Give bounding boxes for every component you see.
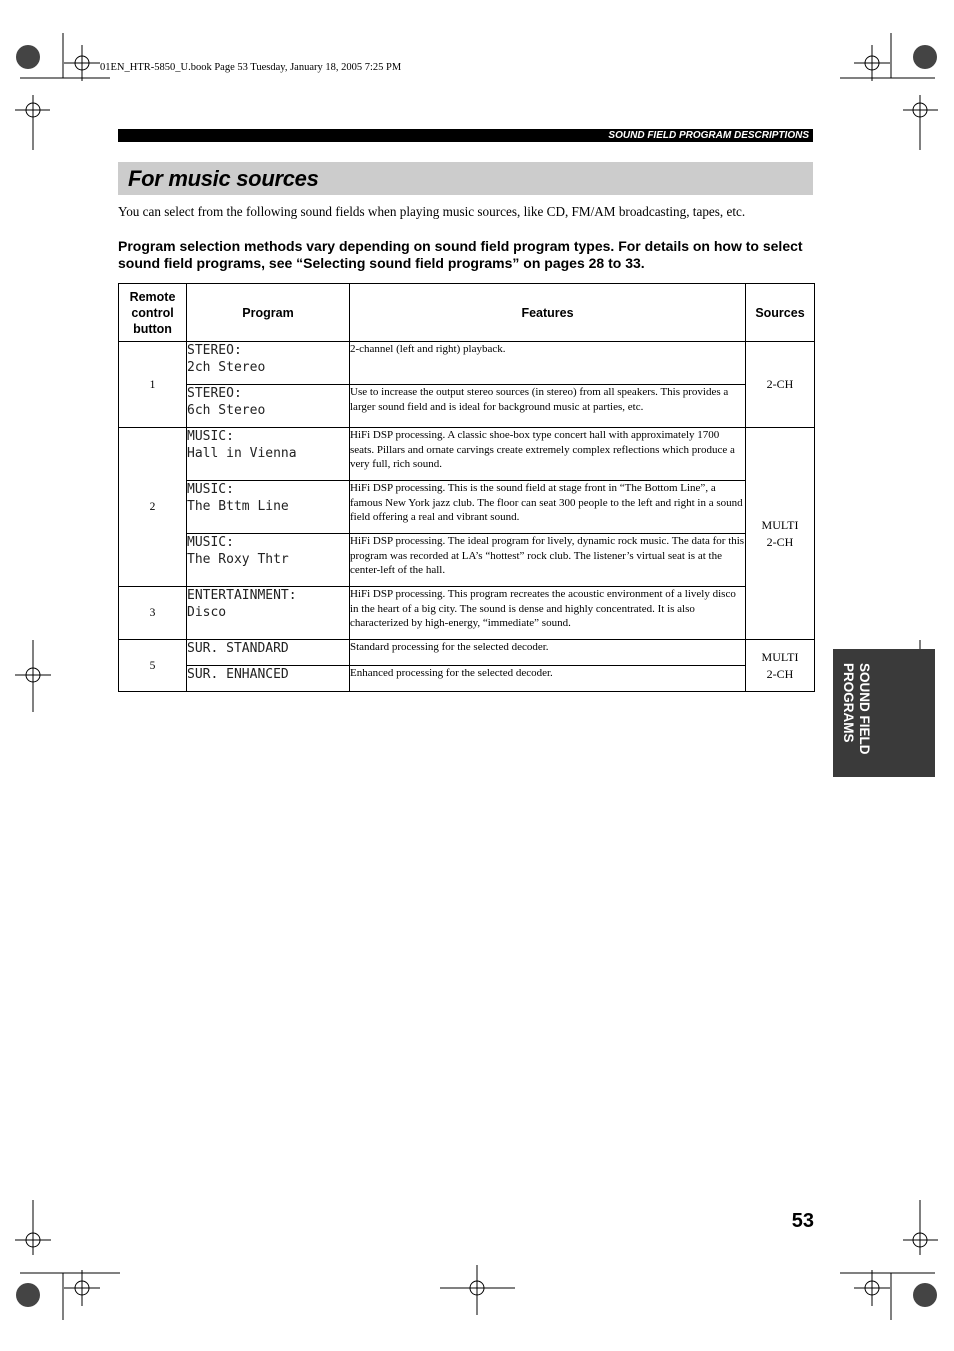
- table-row: [119, 666, 815, 692]
- button-cell: 5: [119, 640, 187, 692]
- sources-cell: [746, 342, 815, 428]
- sources-line: MULTI: [761, 517, 799, 532]
- program-name: 2ch Stereo: [187, 360, 266, 375]
- features-cell: Use to increase the output stereo sources (in stereo) from all speakers. This provides a larger sound field and is ideal for background music at parties, etc.: [350, 385, 746, 428]
- page-number: 53: [791, 1210, 814, 1232]
- program-category: MUSIC:: [187, 535, 234, 550]
- program-name: The Bttm Line: [187, 499, 289, 514]
- features-cell: 2-channel (left and right) playback.: [350, 342, 746, 385]
- features-cell: Standard processing for the selected decoder.: [350, 640, 746, 666]
- program-cell: [187, 640, 350, 666]
- sources-cell: [746, 428, 815, 640]
- program-category: STEREO:: [187, 343, 242, 358]
- program-cell: [187, 666, 350, 692]
- program-category: STEREO:: [187, 386, 242, 401]
- sources-cell: [746, 640, 815, 692]
- sources-line: MULTI: [761, 649, 799, 664]
- page-title: For music sources: [128, 166, 319, 191]
- program-name: 6ch Stereo: [187, 403, 266, 418]
- features-cell: HiFi DSP processing. This is the sound field at stage front in “The Bottom Line”, a famous New York jazz club. The floor can seat 300 people to the left and right in a sound field offering a real and vibrant sound.: [350, 481, 746, 534]
- header-features: Features: [350, 284, 746, 342]
- button-cell: 2: [119, 428, 187, 587]
- button-cell: 3: [119, 587, 187, 640]
- program-table: [118, 283, 815, 692]
- program-category: SUR. ENHANCED: [187, 667, 289, 682]
- features-cell: HiFi DSP processing. This program recreates the acoustic environment of a lively disco in the heart of a big city. The sound is dense and highly concentrated. It is also characterized by high-energy, “immediate” sound.: [350, 587, 746, 640]
- header-program: Program: [187, 284, 350, 342]
- title-box: [118, 162, 813, 195]
- side-tab-line2: PROGRAMS: [841, 663, 856, 743]
- sources-line: 2-CH: [766, 377, 794, 391]
- header-sources: Sources: [746, 284, 815, 342]
- features-cell: Enhanced processing for the selected decoder.: [350, 666, 746, 692]
- program-cell: [187, 342, 350, 385]
- table-row: [119, 587, 815, 640]
- program-category: ENTERTAINMENT:: [187, 588, 297, 603]
- features-cell: HiFi DSP processing. The ideal program for lively, dynamic rock music. The data for this program was recorded at LA’s “hottest” rock club. The listener’s virtual seat is at the center-left of the hall.: [350, 534, 746, 587]
- print-header: 01EN_HTR-5850_U.book Page 53 Tuesday, January 18, 2005 7:25 PM: [100, 62, 402, 73]
- program-cell: [187, 481, 350, 534]
- program-name: The Roxy Thtr: [187, 552, 289, 567]
- features-cell: HiFi DSP processing. A classic shoe-box type concert hall with approximately 1700 seats. Pillars and ornate carvings create extremely complex reflections which produce a very full, rich sound.: [350, 428, 746, 481]
- program-cell: [187, 428, 350, 481]
- program-cell: [187, 534, 350, 587]
- table-header-row: [119, 284, 815, 342]
- table-row: [119, 481, 815, 534]
- program-category: MUSIC:: [187, 429, 234, 444]
- intro-text: You can select from the following sound fields when playing music sources, like CD, FM/AM broadcasting, tapes, etc.: [118, 204, 746, 219]
- program-cell: [187, 385, 350, 428]
- table-row: [119, 428, 815, 481]
- program-name: Disco: [187, 605, 227, 620]
- header-button: Remote control button: [119, 284, 187, 342]
- side-tab-label: [840, 663, 872, 763]
- table-row: [119, 385, 815, 428]
- program-category: MUSIC:: [187, 482, 234, 497]
- program-cell: [187, 587, 350, 640]
- selection-note: Program selection methods vary depending on sound field program types. For details on how to select sound field programs, see “Selecting sound field programs” on pages 28 to 33.: [118, 238, 803, 271]
- table-row: [119, 534, 815, 587]
- side-tab-line1: SOUND FIELD: [857, 663, 872, 755]
- sources-line: 2-CH: [766, 534, 794, 549]
- chapter-side-tab: [833, 649, 935, 777]
- program-category: SUR. STANDARD: [187, 641, 289, 656]
- button-cell: 1: [119, 342, 187, 428]
- sources-line: 2-CH: [766, 666, 794, 681]
- table-row: [119, 640, 815, 666]
- table-row: [119, 342, 815, 385]
- section-label: SOUND FIELD PROGRAM DESCRIPTIONS: [118, 129, 813, 142]
- program-name: Hall in Vienna: [187, 446, 297, 461]
